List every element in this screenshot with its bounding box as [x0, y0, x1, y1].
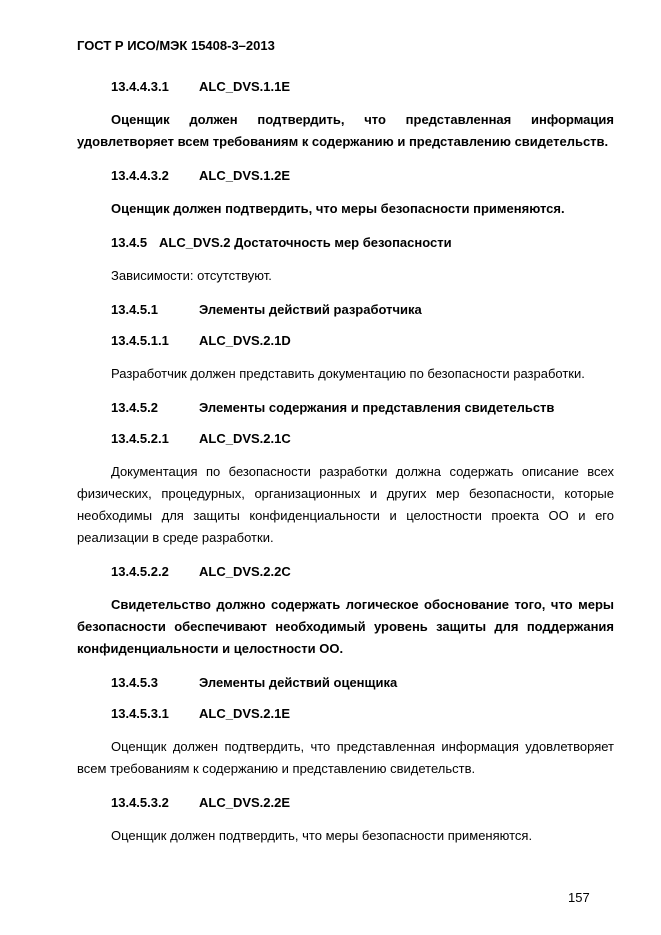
section-number: 13.4.5.2.1: [111, 431, 169, 446]
paragraph: Оценщик должен подтвердить, что меры безопасности применяются.: [111, 828, 533, 843]
section-heading: [77, 332, 614, 349]
paragraph: Разработчик должен представить документацию по безопасности разработки.: [111, 366, 585, 381]
section-number: 13.4.4.3.1: [111, 79, 169, 94]
section-title: ALC_DVS.2.1D: [199, 333, 291, 348]
section-heading: [77, 78, 614, 95]
section-heading: [77, 674, 614, 691]
paragraph: Документация по безопасности разработки должна содержать описание всех физических, процедурных, организационных и других мер безопасности, которые необходимы для защиты конфиденциальности и целостности проекта ОО и его реализации в среде разработки.: [77, 464, 614, 545]
section-heading: [77, 794, 614, 811]
section-number: 13.4.5.1: [111, 302, 158, 317]
section-title: Элементы действий разработчика: [199, 302, 422, 317]
section-title: ALC_DVS.1.1E: [199, 79, 291, 94]
section-heading: [77, 301, 614, 318]
section-heading: [77, 399, 614, 416]
document-header: ГОСТ Р ИСО/МЭК 15408-3–2013: [77, 38, 275, 53]
section-title: ALC_DVS.2 Достаточность мер безопасности: [159, 235, 452, 250]
paragraph: Свидетельство должно содержать логическое обоснование того, что меры безопасности обеспечивают необходимый уровень защиты для поддержания конфиденциальности и целостности ОО.: [77, 597, 614, 656]
section-number: 13.4.5.2.2: [111, 564, 169, 579]
section-number: 13.4.5.3.1: [111, 706, 169, 721]
section-number: 13.4.5: [111, 235, 148, 250]
paragraph: Оценщик должен подтвердить, что представленная информация удовлетворяет всем требованиям к содержанию и представлению свидетельств.: [77, 739, 614, 776]
section-heading: [77, 705, 614, 722]
section-heading: [77, 430, 614, 447]
paragraph: Оценщик должен подтвердить, что меры безопасности применяются.: [111, 201, 565, 216]
section-title: ALC_DVS.2.2C: [199, 564, 291, 579]
section-number: 13.4.4.3.2: [111, 168, 169, 183]
section-number: 13.4.5.1.1: [111, 333, 169, 348]
section-number: 13.4.5.3: [111, 675, 158, 690]
paragraph: Оценщик должен подтвердить, что представленная информация удовлетворяет всем требованиям к содержанию и представлению свидетельств.: [77, 112, 614, 149]
section-title: ALC_DVS.1.2E: [199, 168, 291, 183]
section-heading: [77, 167, 614, 184]
section-title: ALC_DVS.2.2E: [199, 795, 291, 810]
section-number: 13.4.5.3.2: [111, 795, 169, 810]
document-body: [77, 78, 614, 861]
paragraph: Зависимости: отсутствуют.: [111, 268, 272, 283]
section-title: ALC_DVS.2.1C: [199, 431, 291, 446]
page-number: 157: [568, 890, 590, 905]
section-heading: [77, 234, 614, 251]
section-number: 13.4.5.2: [111, 400, 158, 415]
section-title: ALC_DVS.2.1E: [199, 706, 291, 721]
section-title: Элементы содержания и представления свидетельств: [199, 400, 555, 415]
section-heading: [77, 563, 614, 580]
section-title: Элементы действий оценщика: [199, 675, 398, 690]
